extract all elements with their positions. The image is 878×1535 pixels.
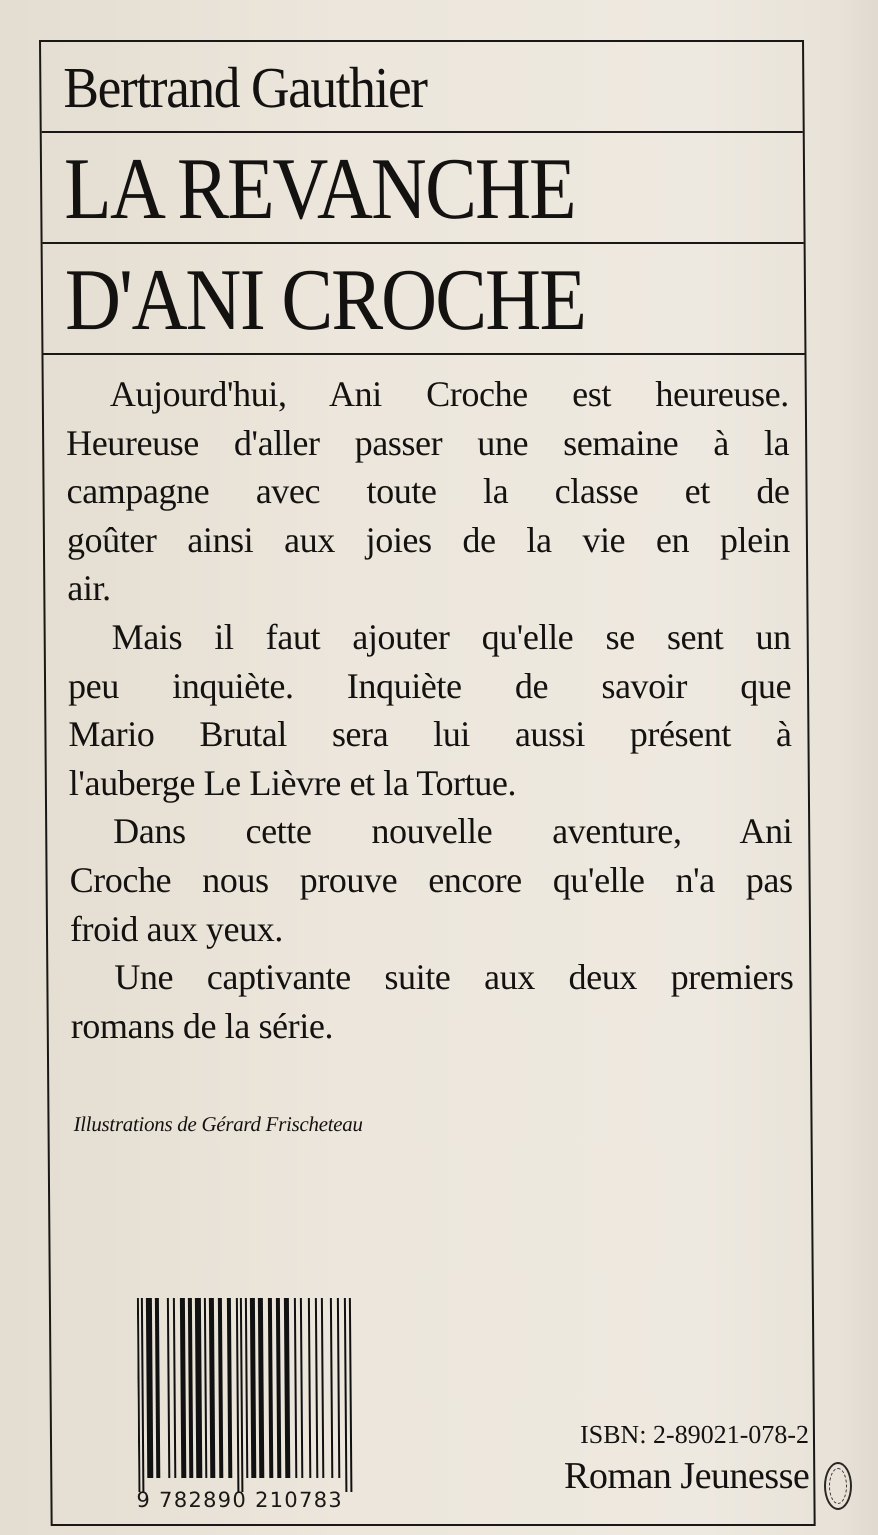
publisher-seal-icon bbox=[824, 1462, 852, 1510]
title-band-1 bbox=[42, 133, 804, 244]
blurb-line: Croche nous prouve encore qu'elle n'a pas bbox=[69, 859, 793, 900]
title-band-2 bbox=[43, 244, 805, 355]
cover-frame bbox=[39, 40, 816, 1526]
isbn: ISBN: 2-89021-078-2 bbox=[579, 1420, 810, 1449]
barcode-digits: 9 782890 210783 bbox=[136, 1488, 344, 1512]
blurb-line: air. bbox=[67, 568, 111, 609]
author-band bbox=[41, 42, 803, 133]
page-edge-shading bbox=[838, 0, 878, 1535]
book-title-line-2: D'ANI CROCHE bbox=[64, 252, 586, 349]
blurb-line: Une captivante suite aux deux premiers bbox=[114, 957, 794, 998]
blurb-line: goûter ainsi aux joies de la vie en plein bbox=[66, 519, 791, 560]
collection-name: Roman Jeunesse bbox=[563, 1455, 810, 1497]
blurb-line: Aujourd'hui, Ani Croche est heureuse. bbox=[109, 374, 789, 414]
blurb-line: romans de la série. bbox=[70, 1005, 334, 1046]
blurb-line: Dans cette nouvelle aventure, Ani bbox=[113, 811, 793, 852]
blurb-line: Mario Brutal sera lui aussi présent à bbox=[68, 714, 792, 755]
book-title-line-1: LA REVANCHE bbox=[63, 141, 576, 238]
illustration-credit: Illustrations de Gérard Frischeteau bbox=[73, 1112, 363, 1136]
blurb-line: l'auberge Le Lièvre et la Tortue. bbox=[68, 762, 517, 803]
author-name: Bertrand Gauthier bbox=[63, 55, 427, 120]
barcode-icon bbox=[137, 1298, 361, 1492]
blurb-line: Heureuse d'aller passer une semaine à la bbox=[66, 422, 790, 463]
blurb-line: campagne avec toute la classe et de bbox=[66, 471, 790, 512]
blurb-text bbox=[66, 370, 794, 1050]
blurb-line: Mais il faut ajouter qu'elle se sent un bbox=[111, 616, 791, 657]
blurb-line: peu inquiète. Inquiète de savoir que bbox=[67, 665, 792, 706]
seal-inner-ring bbox=[829, 1468, 847, 1504]
blurb-line: froid aux yeux. bbox=[69, 908, 284, 949]
